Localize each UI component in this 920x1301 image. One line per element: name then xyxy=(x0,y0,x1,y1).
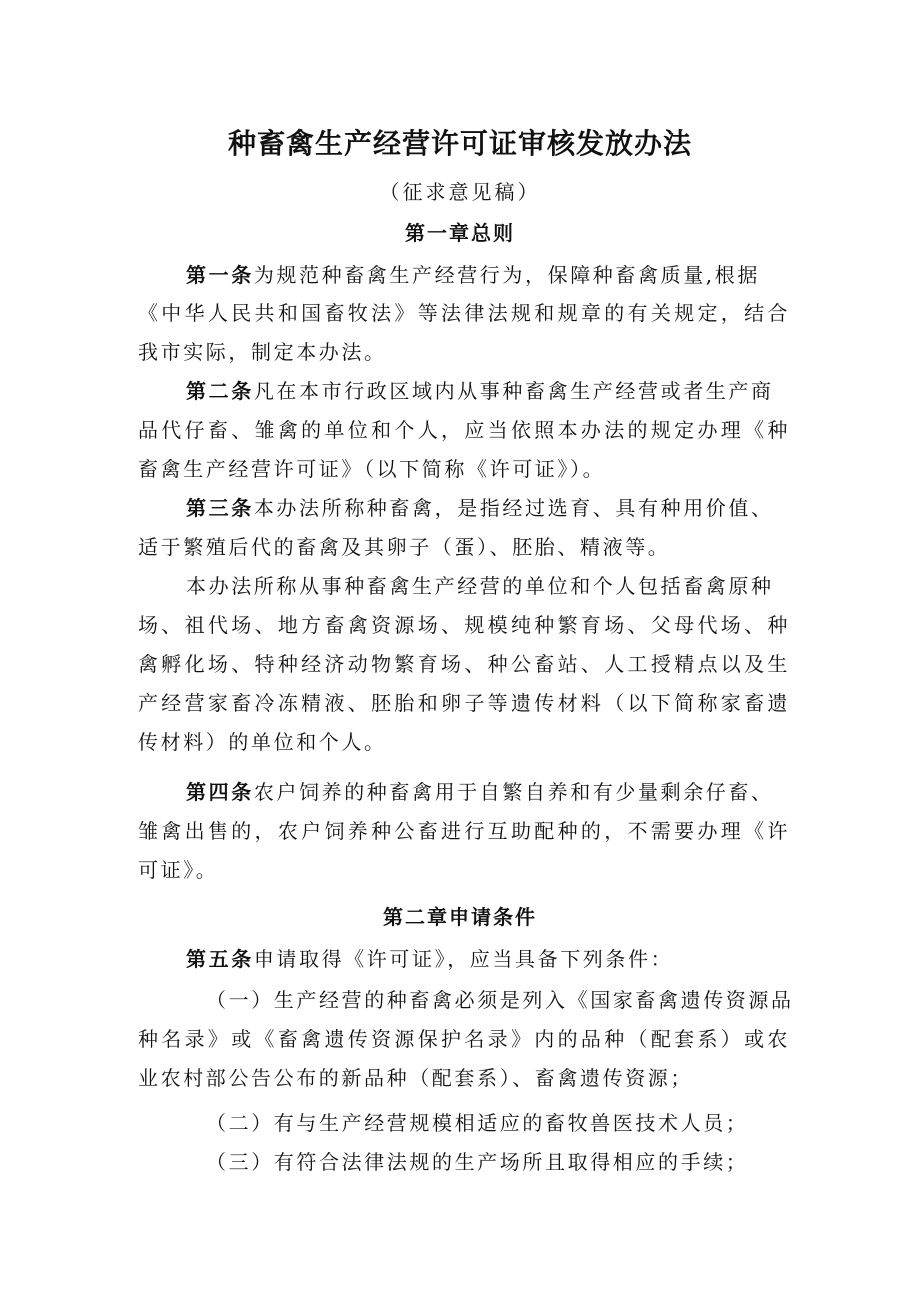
article-label: 第五条 xyxy=(186,947,254,971)
article-paragraph-line: 可证》。 xyxy=(138,858,219,882)
article-paragraph-line: 雏禽出售的，农户饲养种公畜进行互助配种的，不需要办理《许 xyxy=(138,819,790,843)
condition-item-line: 种名录》或《畜禽遗传资源保护名录》内的品种（配套系）或农 xyxy=(138,1027,790,1051)
article-paragraph-line xyxy=(186,259,760,288)
article-text: 本办法所称种畜禽，是指经过选育、具有种用价值、 xyxy=(253,496,774,520)
body-paragraph-line: 场、祖代场、地方畜禽资源场、规模纯种繁育场、父母代场、种 xyxy=(138,613,790,637)
article-text: 农户饲养的种畜禽用于自繁自养和有少量剩余仔畜、 xyxy=(253,780,774,804)
article-label: 第一条 xyxy=(186,263,254,287)
chapter-heading: 第二章申请条件 xyxy=(383,905,537,929)
article-paragraph-line xyxy=(186,375,774,404)
article-paragraph-line xyxy=(186,492,774,521)
document-title: 种畜禽生产经营许可证审核发放办法 xyxy=(227,127,692,160)
document-subtitle: （征求意见稿） xyxy=(379,180,541,204)
condition-item-line: （二）有与生产经营规模相适应的畜牧兽医技术人员； xyxy=(206,1111,749,1135)
body-paragraph-line: 本办法所称从事种畜禽生产经营的单位和个人包括畜禽原种 xyxy=(186,574,774,598)
condition-item-line: （三）有符合法律法规的生产场所且取得相应的手续； xyxy=(206,1150,749,1174)
article-text: 申请取得《许可证》，应当具备下列条件： xyxy=(253,947,674,971)
article-text: 为规范种畜禽生产经营行为，保障种畜禽质量,根据 xyxy=(253,263,760,287)
article-paragraph-line: 《中华人民共和国畜牧法》等法律法规和规章的有关规定，结合 xyxy=(138,301,790,325)
article-paragraph-line: 品代仔畜、雏禽的单位和个人，应当依照本办法的规定办理《种 xyxy=(138,418,790,442)
article-label: 第三条 xyxy=(186,496,254,520)
article-paragraph-line xyxy=(186,776,774,805)
condition-item-line: 业农村部公告公布的新品种（配套系）、畜禽遗传资源； xyxy=(138,1066,693,1090)
body-paragraph-line: 产经营家畜冷冻精液、胚胎和卵子等遗传材料（以下简称家畜遗 xyxy=(138,691,790,715)
article-paragraph-line: 畜禽生产经营许可证》（以下简称《许可证》）。 xyxy=(138,457,606,481)
article-label: 第四条 xyxy=(186,780,254,804)
article-paragraph-line xyxy=(186,943,673,972)
article-label: 第二条 xyxy=(186,379,254,403)
condition-item-line: （一）生产经营的种畜禽必须是列入《国家畜禽遗传资源品 xyxy=(206,988,794,1012)
article-text: 凡在本市行政区域内从事种畜禽生产经营或者生产商 xyxy=(253,379,774,403)
article-paragraph-line: 适于繁殖后代的畜禽及其卵子（蛋）、胚胎、精液等。 xyxy=(138,535,671,559)
chapter-heading: 第一章总则 xyxy=(405,221,515,245)
article-paragraph-line: 我市实际，制定本办法。 xyxy=(138,340,387,364)
body-paragraph-line: 禽孵化场、特种经济动物繁育场、种公畜站、人工授精点以及生 xyxy=(138,652,790,676)
body-paragraph-line: 传材料）的单位和个人。 xyxy=(138,730,387,754)
